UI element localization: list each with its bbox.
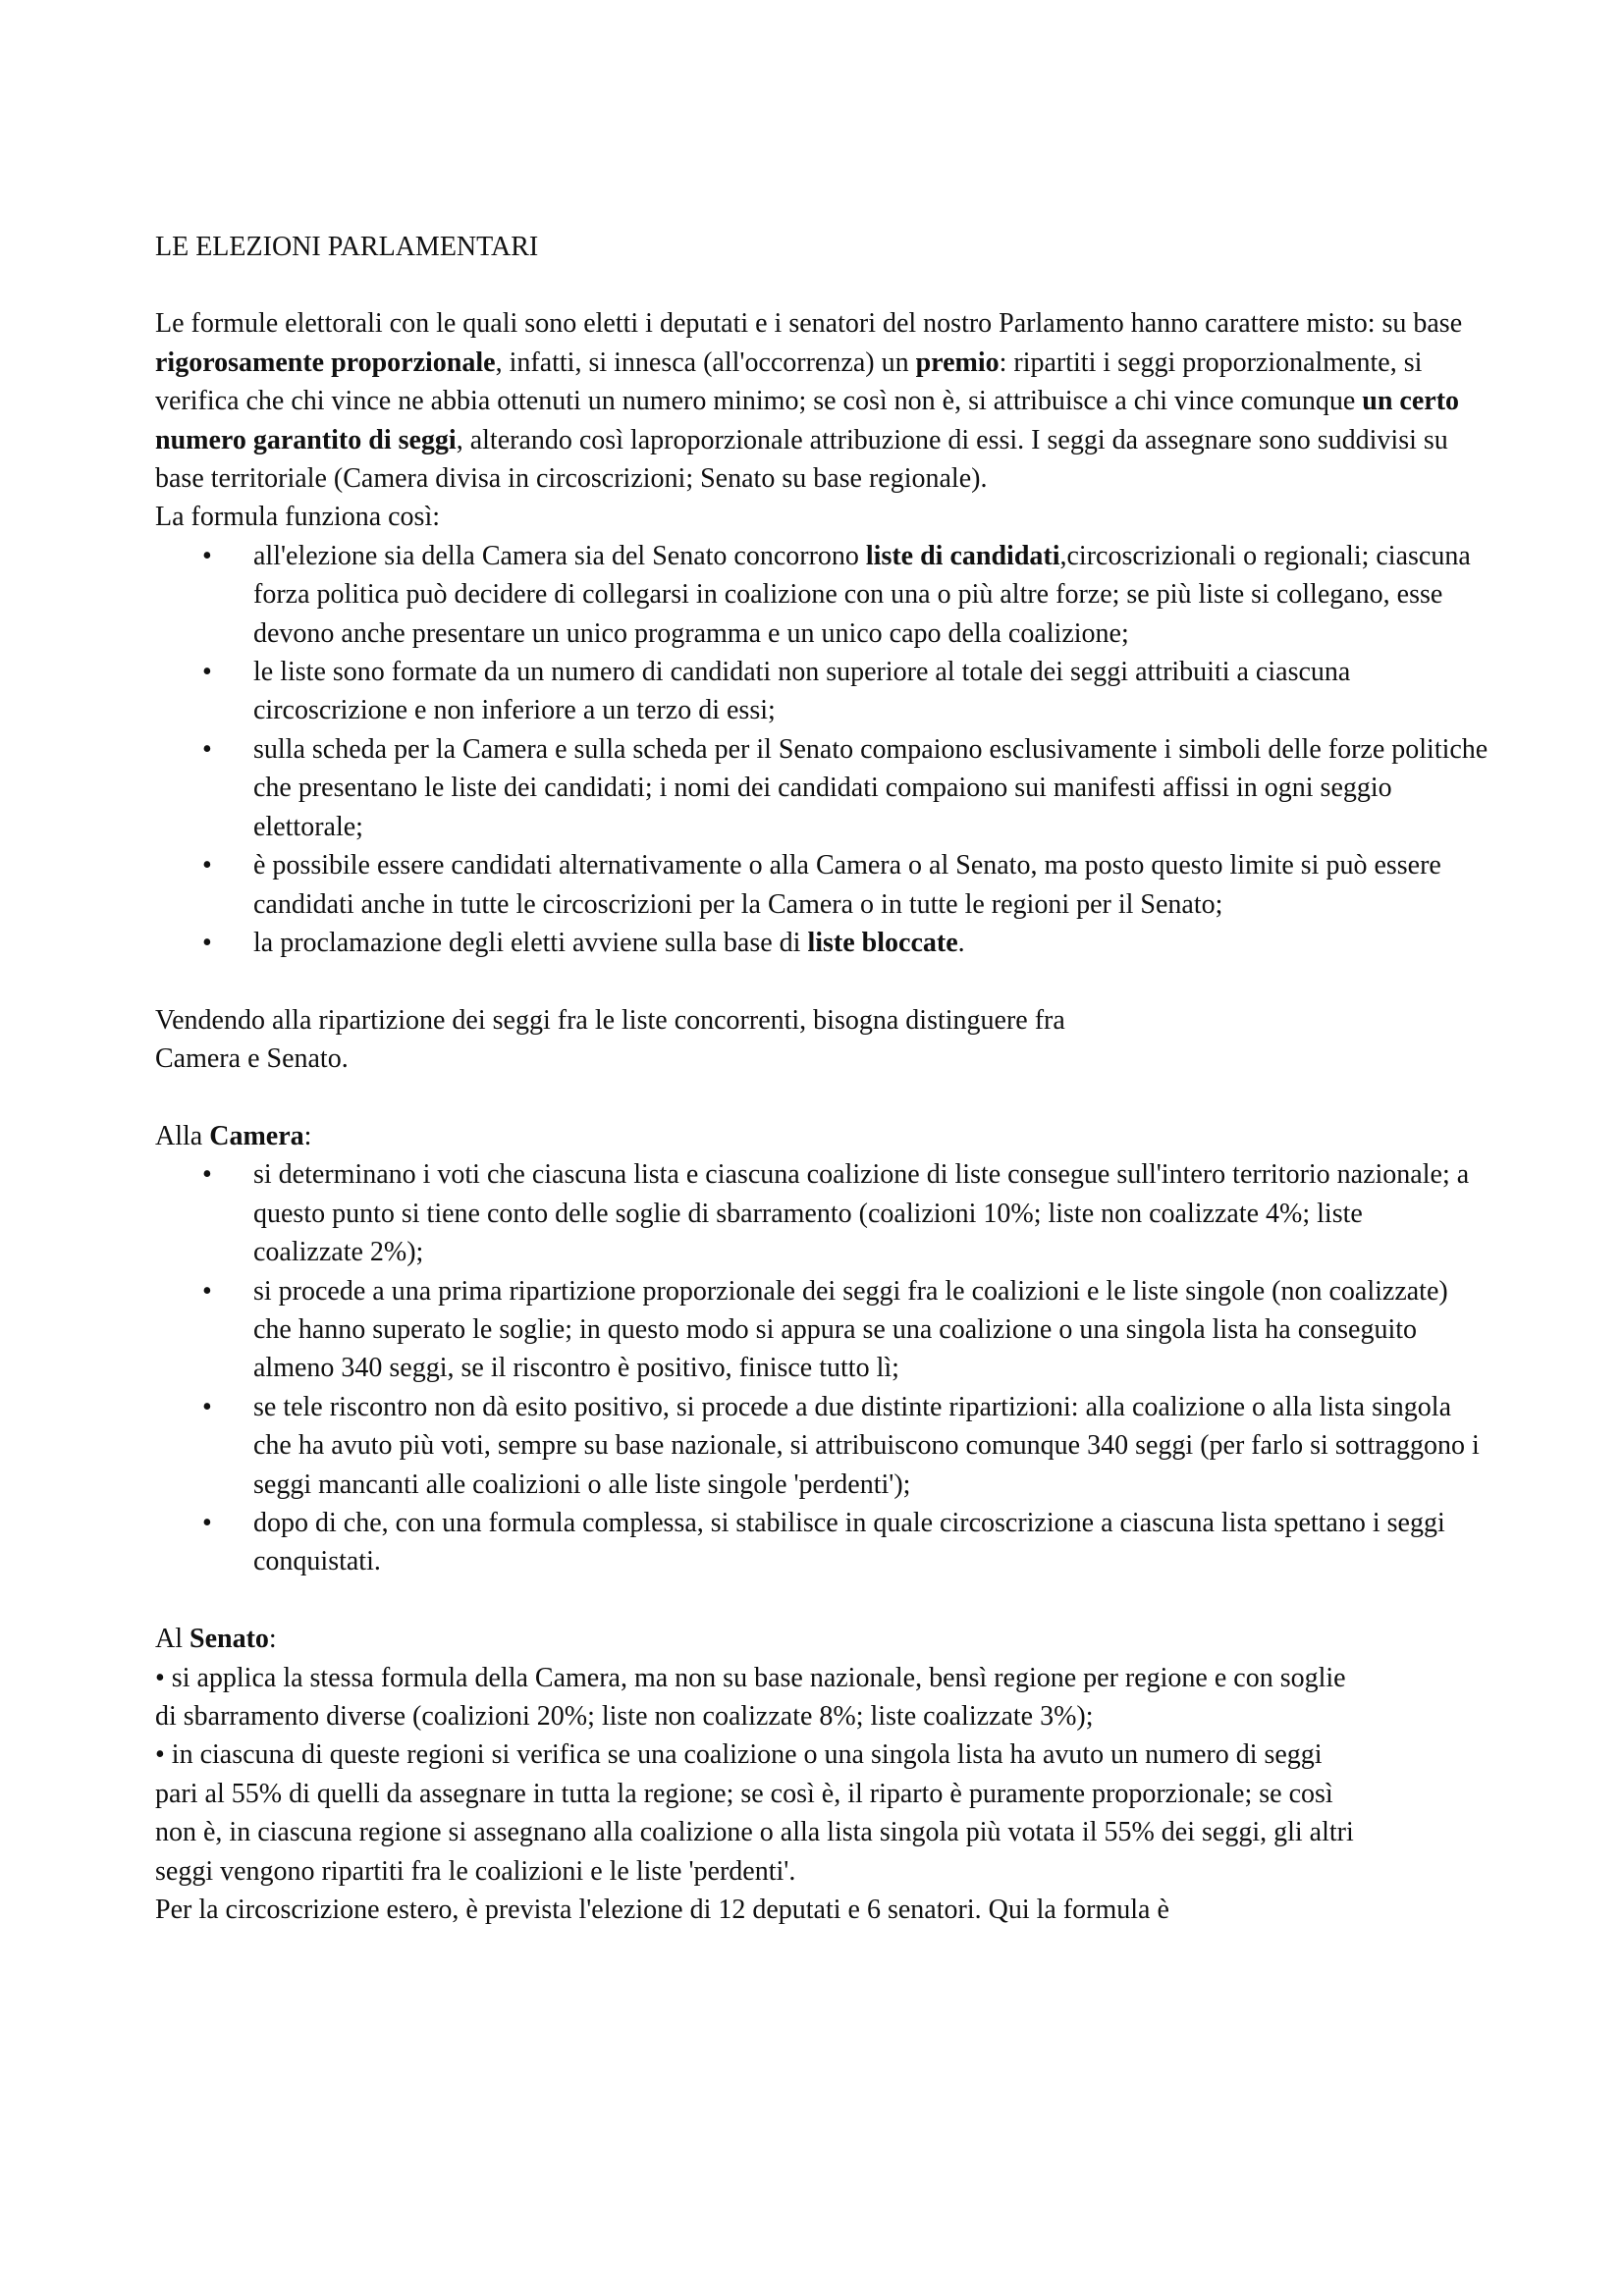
item-text: dopo di che, con una formula complessa, si stabilisce in quale circoscrizione a ciascuna lista spettano i seggi conquistati.: [253, 1507, 1445, 1577]
bold-senato: Senato: [189, 1624, 269, 1655]
intro-text-4: , alterando così laproporzionale attribuzione di essi. I seggi da assegnare sono suddivisi su base territoriale (Camera divisa in circoscrizioni; Senato su base regionale).: [155, 424, 1448, 495]
list-item: [155, 537, 1490, 653]
bullet-icon: •: [202, 540, 212, 571]
list-item: [155, 730, 1490, 846]
list-item: [155, 1388, 1490, 1504]
item-text: all'elezione sia della Camera sia del Senato concorrono: [253, 540, 866, 571]
intro-paragraph: [155, 304, 1490, 498]
bold-liste-bloccate: liste bloccate: [807, 927, 958, 958]
bullet-icon: •: [202, 1275, 212, 1307]
heading-prefix: Al: [155, 1624, 189, 1655]
list-item: [155, 1272, 1490, 1388]
bullet-icon: •: [202, 733, 212, 765]
spacer: [155, 962, 1490, 1000]
item-text: si determinano i voti che ciascuna lista e ciascuna coalizione di liste consegue sull'intero territorio nazionale; a questo punto si tiene conto delle soglie di sbarramento (coalizioni 10%; liste non coalizzate 4%; liste coalizzate 2%);: [253, 1159, 1470, 1268]
closing-paragraph: Per la circoscrizione estero, è prevista l'elezione di 12 deputati e 6 senatori. Qui la formula è: [155, 1895, 1169, 1926]
intro-text-1: Le formule elettorali con le quali sono eletti i deputati e i senatori del nostro Parlamento hanno carattere misto: su base: [155, 308, 1463, 340]
heading-prefix: Alla: [155, 1120, 210, 1151]
transition-paragraph: Vendendo alla ripartizione dei seggi fra le liste concorrenti, bisogna distinguere fra Camera e Senato.: [155, 1004, 1065, 1075]
list-item: [155, 1155, 1490, 1271]
formula-list: [155, 537, 1490, 962]
intro-text-2: , infatti, si innesca (all'occorrenza) un: [495, 347, 916, 378]
bullet-icon: •: [202, 657, 212, 688]
senato-item-2: • in ciascuna di queste regioni si verifica se una coalizione o una singola lista ha avuto un numero di seggi pari al 55% di quelli da assegnare in tutta la regione; se così è, il riparto è puramente proporzionale; se così non è, in ciascuna regione si assegnano alla coalizione o alla lista singola più votata il 55% dei seggi, gli altri seggi vengono ripartiti fra le coalizioni e le liste 'perdenti'.: [155, 1739, 1354, 1887]
item-text: si procede a una prima ripartizione proporzionale dei seggi fra le coalizioni e le liste singole (non coalizzate) che hanno superato le soglie; in questo modo si appura se una coalizione o una singola lista ha conseguito almeno 340 seggi, se il riscontro è positivo, finisce tutto lì;: [253, 1275, 1448, 1384]
senato-item-1: • si applica la stessa formula della Camera, ma non su base nazionale, bensì regione per regione e con soglie di sbarramento diverse (coalizioni 20%; liste non coalizzate 8%; liste coalizzate 3%);: [155, 1662, 1346, 1732]
bullet-icon: •: [202, 1159, 212, 1191]
heading-suffix: :: [303, 1120, 312, 1151]
bold-rigorosamente: rigorosamente proporzionale: [155, 347, 496, 378]
intro-text-3: : ripartiti i seggi proporzionalmente, si verifica che chi vince ne abbia ottenuti un numero minimo; se così non è, si attribuisce a chi vince comunque: [155, 347, 1423, 417]
list-item: [155, 653, 1490, 730]
bold-premio: premio: [915, 347, 1000, 378]
heading-suffix: :: [268, 1624, 277, 1655]
spacer: [155, 1581, 1490, 1620]
spacer: [155, 1079, 1490, 1117]
item-text: sulla scheda per la Camera e sulla scheda per il Senato compaiono esclusivamente i simboli delle forze politiche che presentano le liste dei candidati; i nomi dei candidati compaiono sui manifesti affissi in ogni seggio elettorale;: [253, 733, 1488, 842]
bullet-icon: •: [202, 850, 212, 881]
senato-heading: [155, 1620, 1490, 1658]
item-text: ,circoscrizionali o regionali; ciascuna forza politica può decidere di collegarsi in coalizione con una o più altre forze; se più liste si collegano, esse devono anche presentare un unico programma e un unico capo della coalizione;: [253, 540, 1471, 649]
list-item: [155, 1504, 1490, 1581]
item-text: è possibile essere candidati alternativamente o alla Camera o al Senato, ma posto questo limite si può essere candidati anche in tutte le circoscrizioni per la Camera o in tutte le regioni per il Senato;: [253, 850, 1441, 920]
item-text: le liste sono formate da un numero di candidati non superiore al totale dei seggi attribuiti a ciascuna circoscrizione e non inferiore a un terzo di essi;: [253, 657, 1351, 726]
camera-heading: [155, 1117, 1490, 1155]
list-item: [155, 924, 1490, 962]
formula-intro: La formula funziona così:: [155, 502, 441, 533]
bullet-icon: •: [202, 1507, 212, 1538]
bullet-icon: •: [202, 927, 212, 958]
bold-liste-candidati: liste di candidati: [865, 540, 1060, 571]
camera-list: [155, 1155, 1490, 1580]
bold-camera: Camera: [209, 1120, 304, 1151]
item-text: se tele riscontro non dà esito positivo, si procede a due distinte ripartizioni: alla coalizione o alla lista singola che ha avuto più voti, sempre su base nazionale, si attribuiscono comunque 340 seggi (per farlo si sottraggono i seggi mancanti alle coalizioni o alle liste singole 'perdenti');: [253, 1391, 1480, 1500]
bold-seggi-garantiti: un certo numero garantito di seggi: [155, 386, 1460, 455]
bullet-icon: •: [202, 1391, 212, 1422]
document-page: [155, 228, 1490, 1929]
item-text: la proclamazione degli eletti avviene sulla base di: [253, 927, 808, 958]
item-text: .: [957, 927, 965, 958]
list-item: [155, 846, 1490, 924]
document-title: LE ELEZIONI PARLAMENTARI: [155, 232, 539, 262]
